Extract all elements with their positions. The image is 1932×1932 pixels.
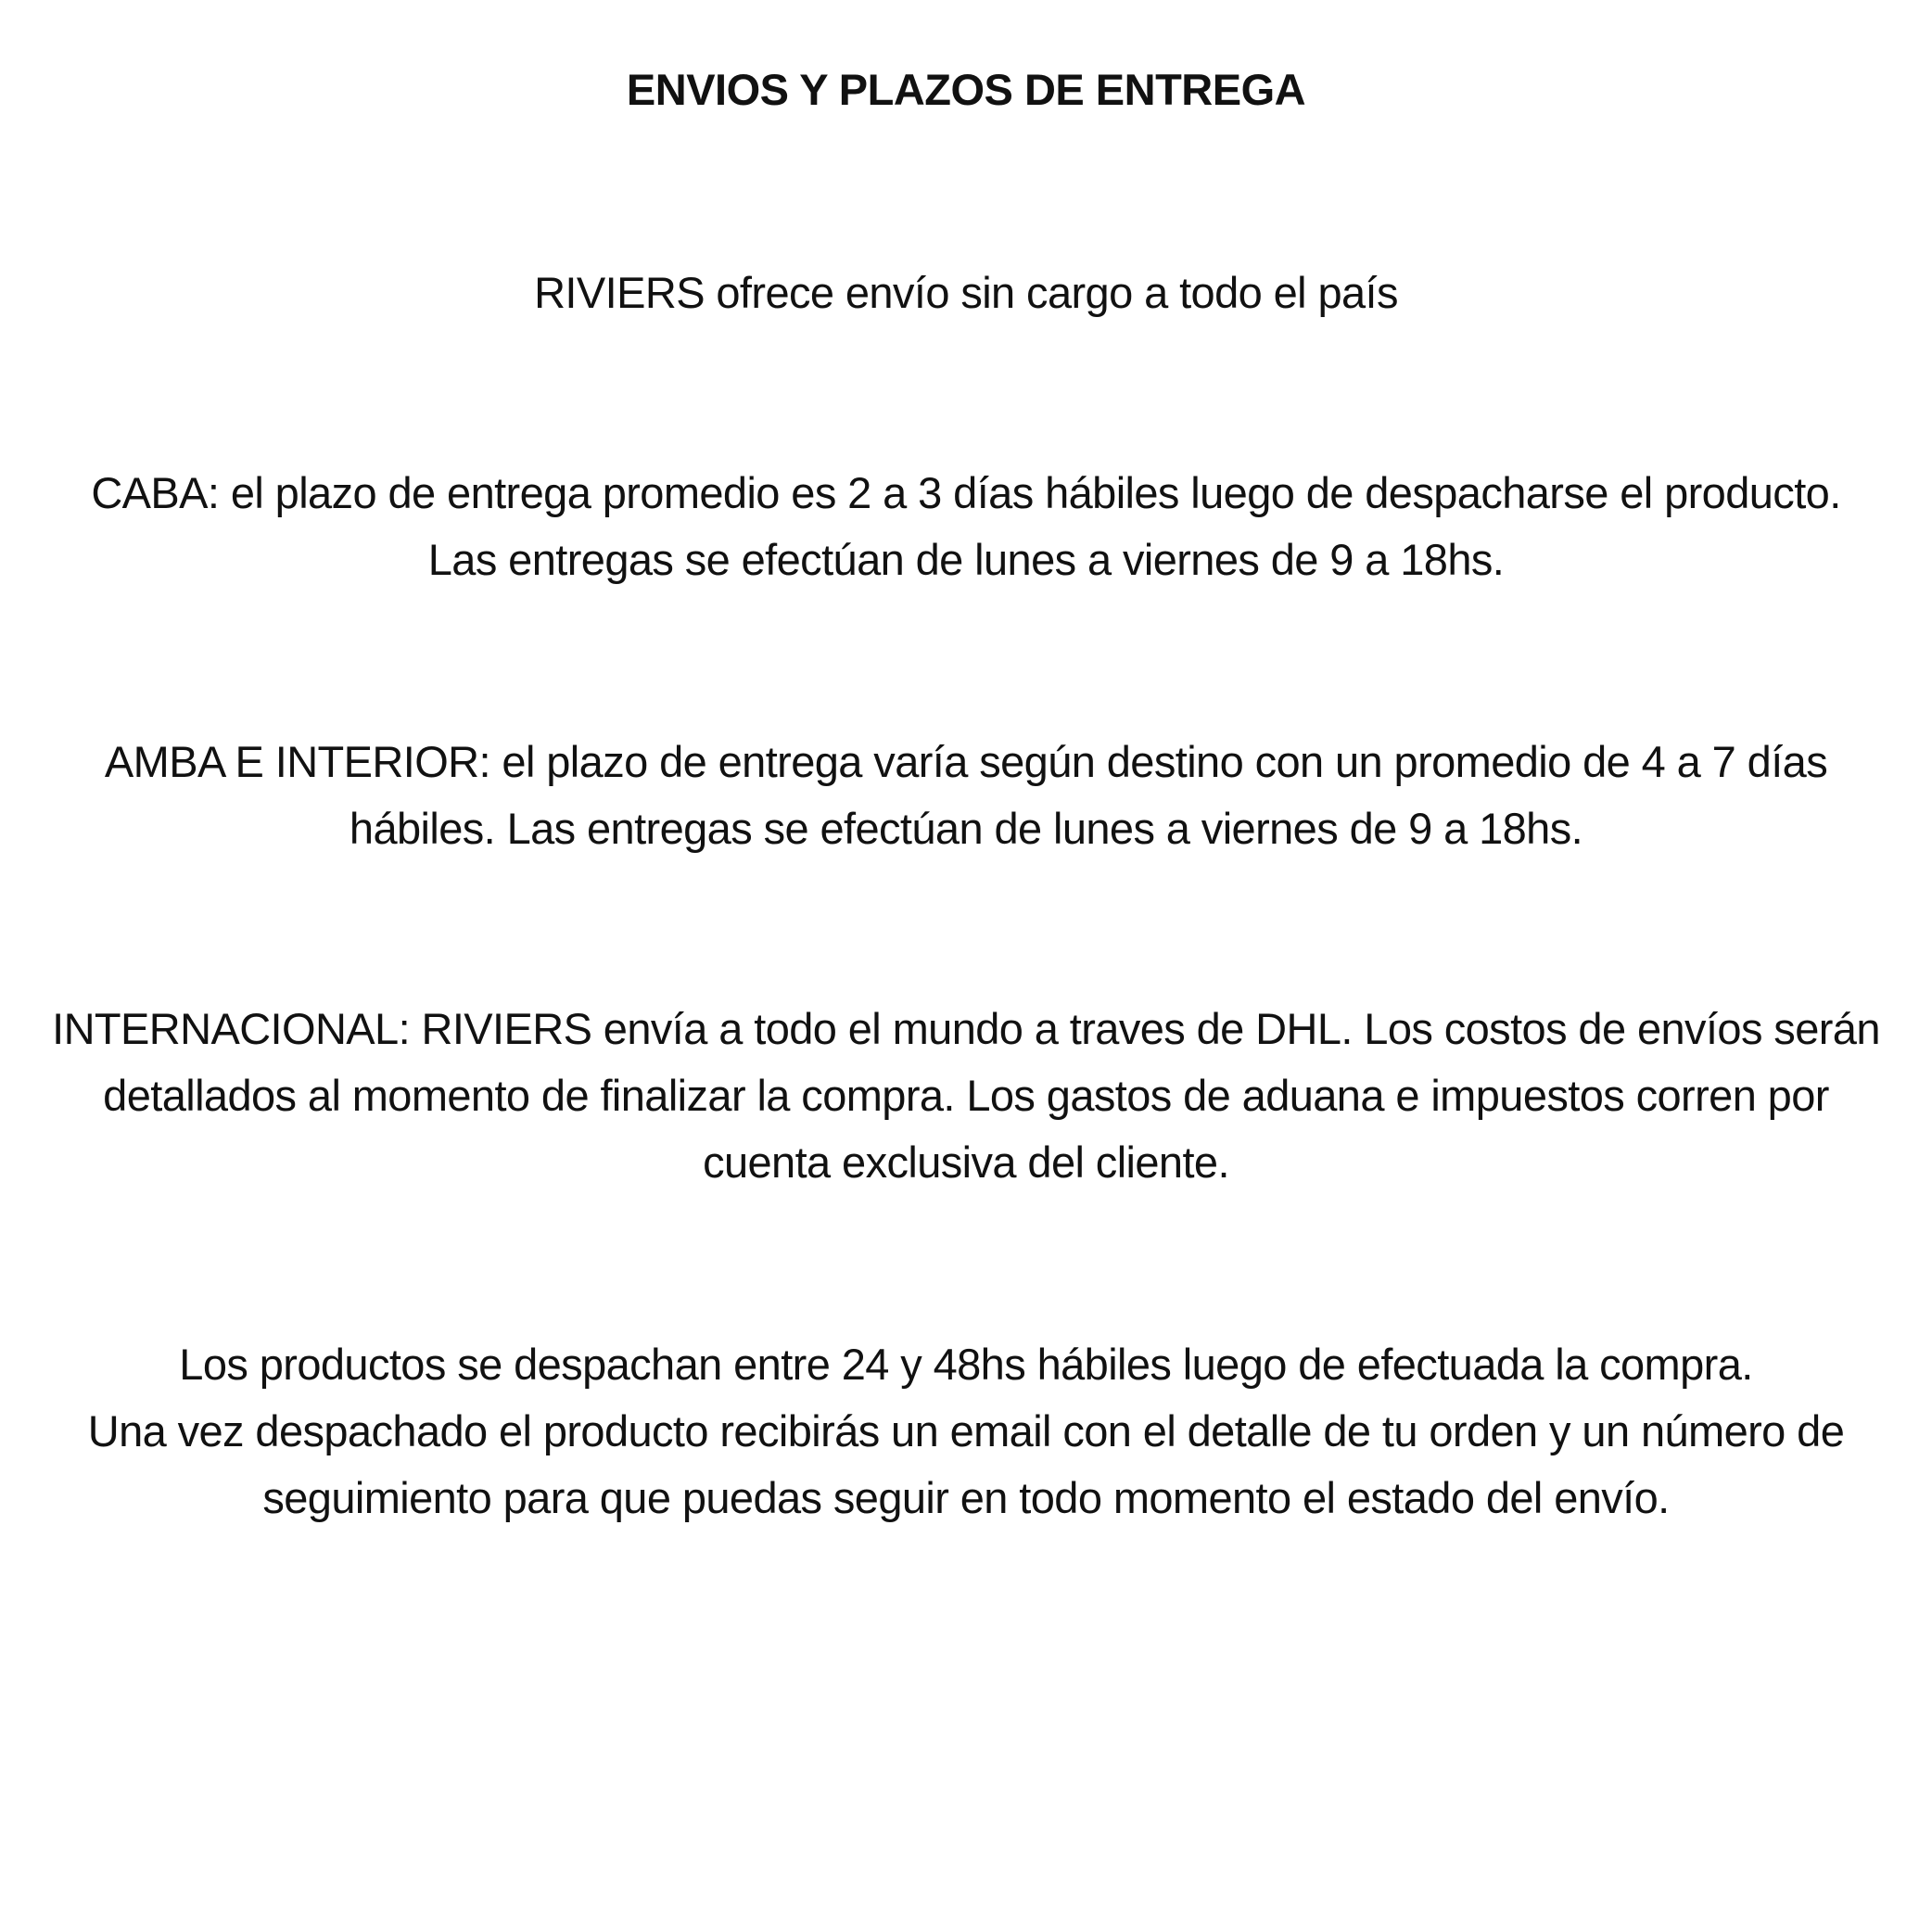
international-line-3: cuenta exclusiva del cliente. bbox=[703, 1138, 1229, 1187]
dispatch-line-1: Los productos se despachan entre 24 y 48hs hábiles luego de efectuada la compra. bbox=[179, 1340, 1753, 1389]
caba-paragraph bbox=[0, 460, 1932, 593]
page-title: ENVIOS Y PLAZOS DE ENTREGA bbox=[626, 65, 1306, 114]
amba-line-1: AMBA E INTERIOR: el plazo de entrega varía según destino con un promedio de 4 a 7 días bbox=[104, 737, 1828, 786]
free-shipping-paragraph bbox=[0, 260, 1932, 326]
caba-line-1: CABA: el plazo de entrega promedio es 2 a 3 días hábiles luego de despacharse el producto. bbox=[91, 468, 1841, 517]
dispatch-line-2: Una vez despachado el producto recibirás un email con el detalle de tu orden y un número de bbox=[87, 1406, 1845, 1455]
dispatch-paragraph bbox=[0, 1331, 1932, 1532]
international-line-2: detallados al momento de finalizar la compra. Los gastos de aduana e impuestos corren por bbox=[103, 1071, 1829, 1120]
international-paragraph bbox=[0, 996, 1932, 1196]
international-line-1: INTERNACIONAL: RIVIERS envía a todo el mundo a traves de DHL. Los costos de envíos serán bbox=[52, 1004, 1880, 1053]
amba-interior-paragraph bbox=[0, 729, 1932, 862]
dispatch-line-3: seguimiento para que puedas seguir en todo momento el estado del envío. bbox=[262, 1473, 1670, 1522]
caba-line-2: Las entregas se efectúan de lunes a viernes de 9 a 18hs. bbox=[427, 535, 1505, 584]
amba-line-2: hábiles. Las entregas se efectúan de lunes a viernes de 9 a 18hs. bbox=[349, 804, 1583, 853]
free-shipping-line: RIVIERS ofrece envío sin cargo a todo el país bbox=[534, 268, 1398, 317]
